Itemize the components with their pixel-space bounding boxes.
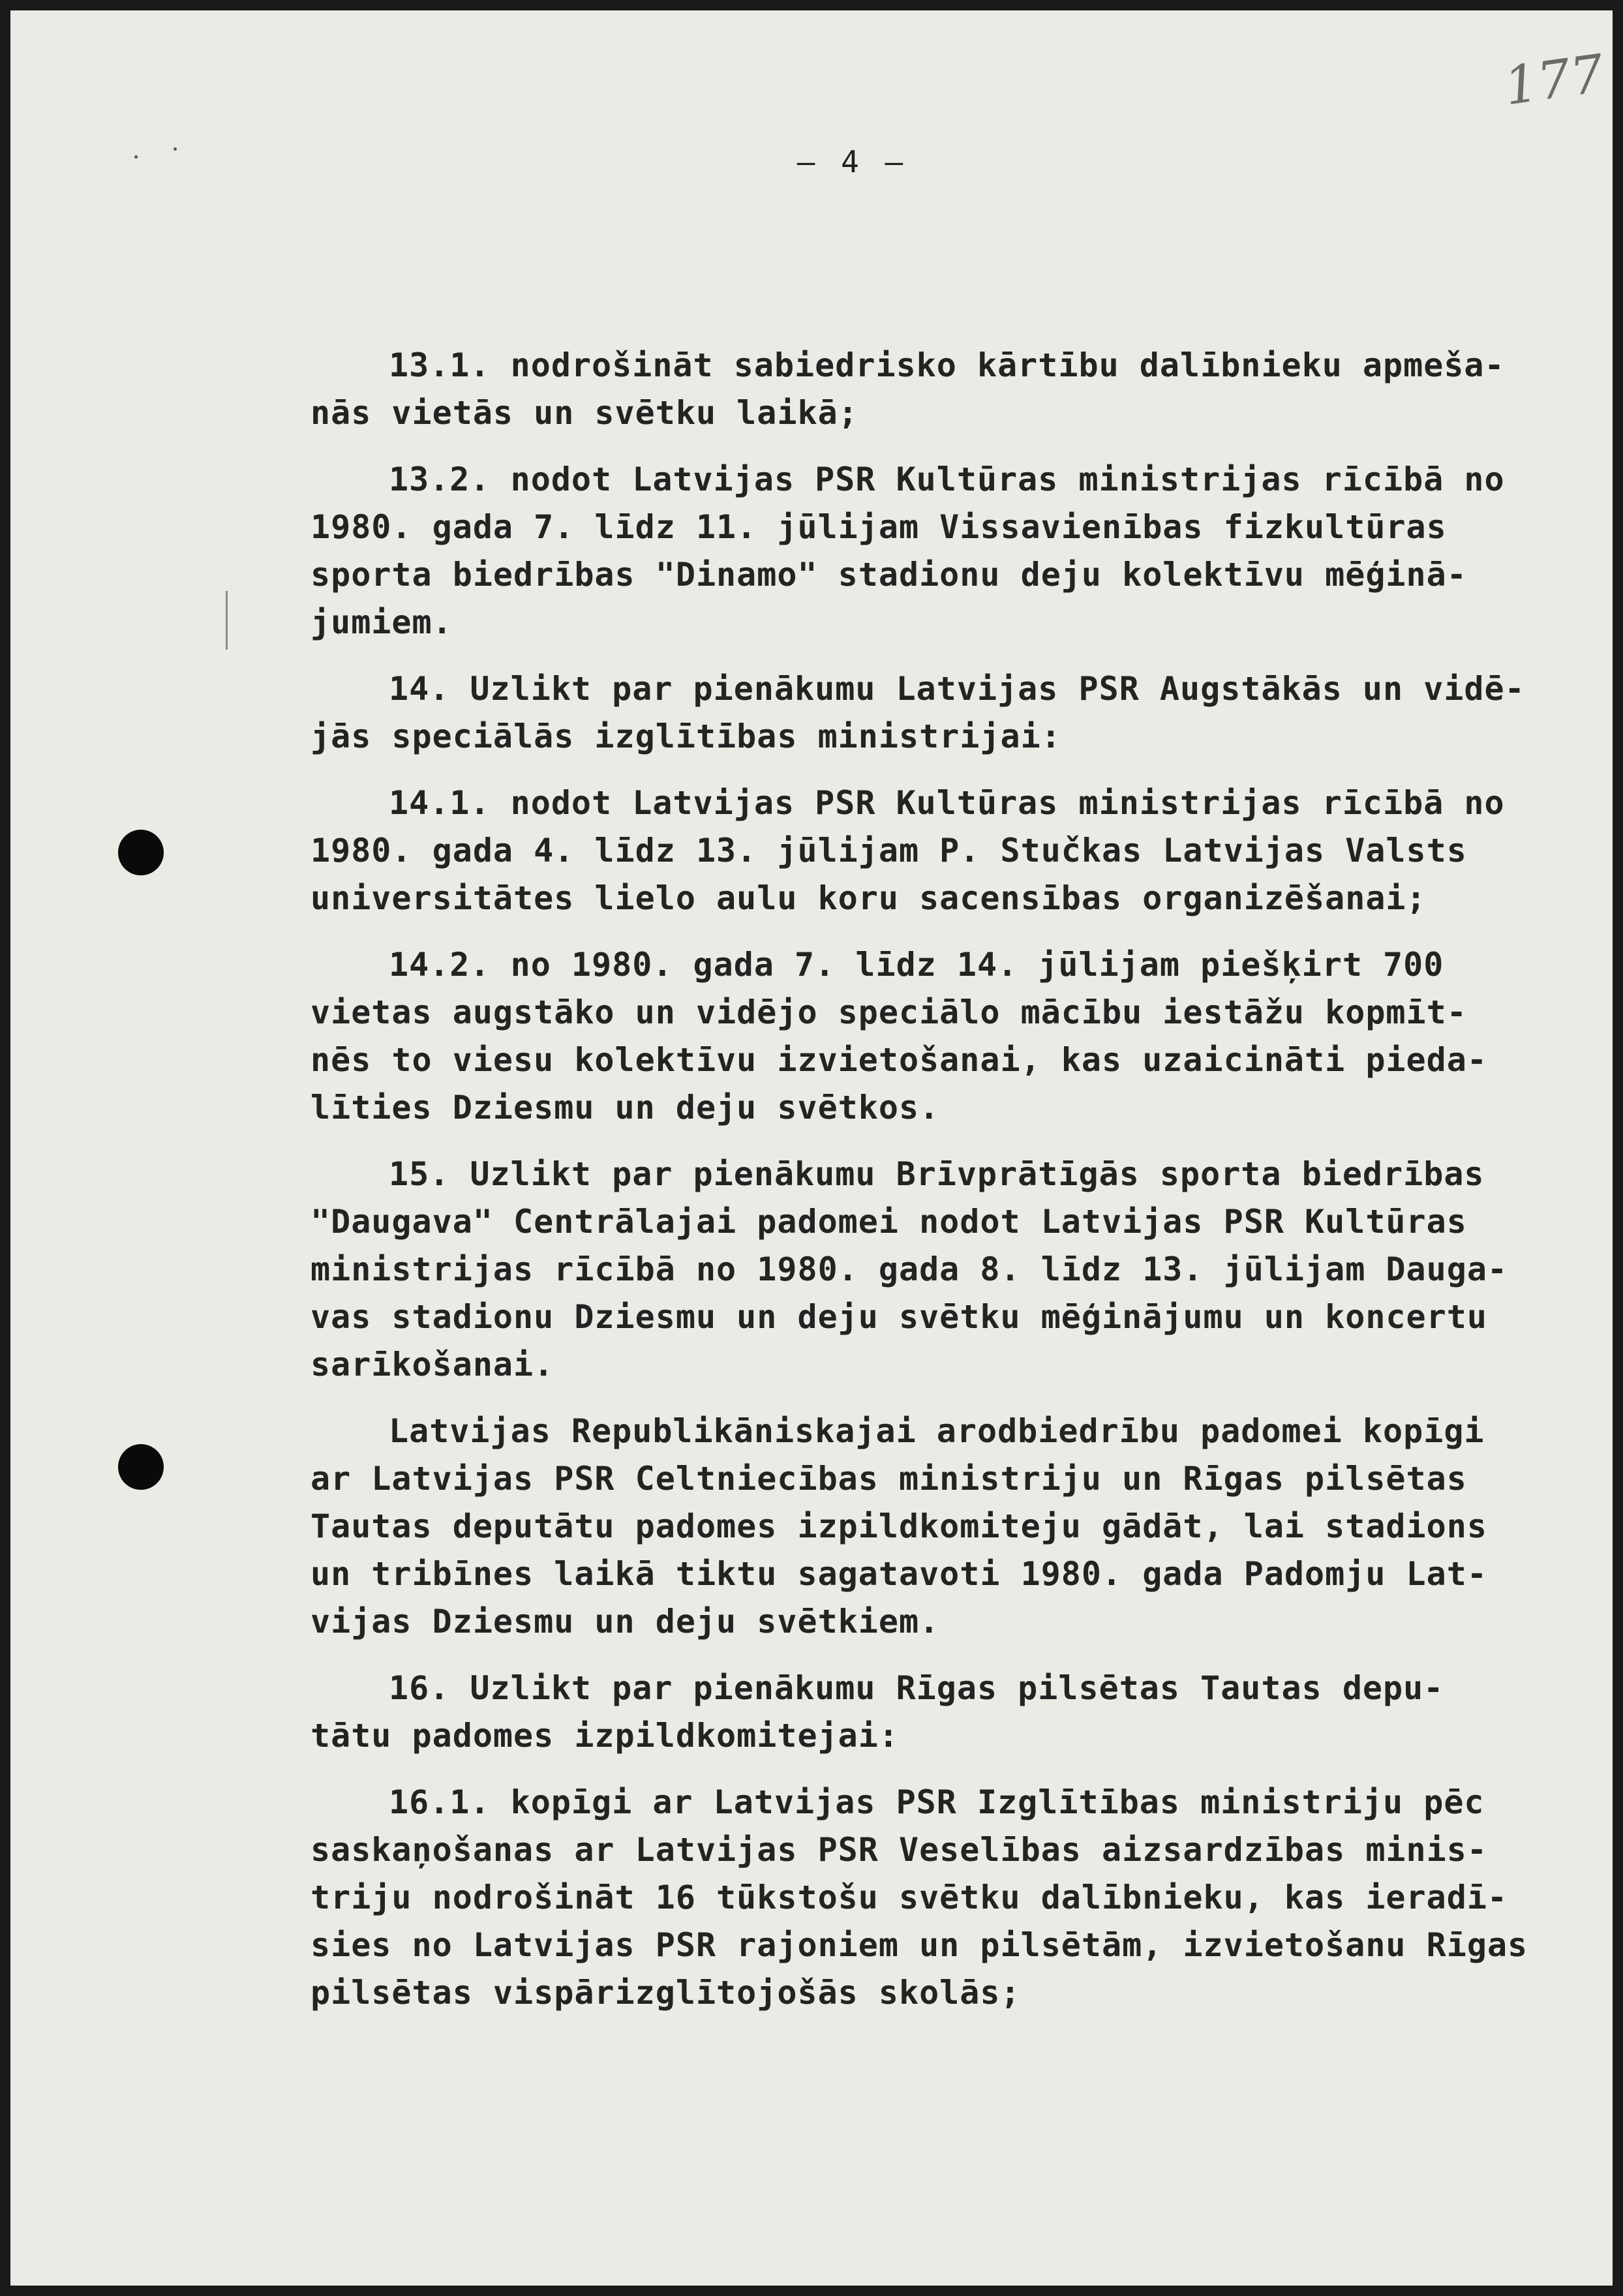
text-line: 14.1. nodot Latvijas PSR Kultūras ministrijas rīcībā no [389,784,1505,822]
text-line: saskaņošanas ar Latvijas PSR Veselības aizsardzības minis- [311,1831,1487,1869]
text-line: Latvijas Republikāniskajai arodbiedrību padomei kopīgi [389,1412,1485,1450]
text-line: vas stadionu Dziesmu un deju svētku mēģinājumu un koncertu [311,1298,1487,1336]
text-line: 1980. gada 7. līdz 11. jūlijam Vissavienības fizkultūras [311,508,1447,546]
text-line: 14.2. no 1980. gada 7. līdz 14. jūlijam piešķirt 700 [389,946,1444,984]
punch-hole [118,1444,164,1490]
text-line: tātu padomes izpildkomitejai: [311,1717,899,1755]
text-line: 13.2. nodot Latvijas PSR Kultūras ministrijas rīcībā no [389,461,1505,498]
text-line: 16.1. kopīgi ar Latvijas PSR Izglītības ministriju pēc [389,1783,1485,1821]
archive-folio-number: 177 [1500,42,1608,117]
text-line: 1980. gada 4. līdz 13. jūlijam P. Stučkas Latvijas Valsts [311,832,1467,869]
text-line: ministrijas rīcībā no 1980. gada 8. līdz 13. jūlijam Dauga- [311,1250,1508,1288]
text-line: vietas augstāko un vidējo speciālo mācību iestāžu kopmīt- [311,993,1467,1031]
text-line: vijas Dziesmu un deju svētkiem. [311,1603,940,1640]
text-line: nēs to viesu kolektīvu izvietošanai, kas uzaicināti pieda- [311,1041,1487,1079]
text-line: ar Latvijas PSR Celtniecības ministriju un Rīgas pilsētas [311,1460,1467,1498]
text-line: līties Dziesmu un deju svētkos. [311,1089,940,1126]
speck [134,155,138,159]
punch-hole [118,830,164,875]
text-line: nās vietās un svētku laikā; [311,394,858,432]
text-line: jumiem. [311,603,453,641]
text-line: Tautas deputātu padomes izpildkomiteju gādāt, lai stadions [311,1507,1487,1545]
text-line: triju nodrošināt 16 tūkstošu svētku dalībnieku, kas ieradī- [311,1879,1508,1916]
text-line: "Daugava" Centrālajai padomei nodot Latvijas PSR Kultūras [311,1203,1467,1241]
text-line: sies no Latvijas PSR rajoniem un pilsētām, izvietošanu Rīgas [311,1926,1528,1964]
text-line: 16. Uzlikt par pienākumu Rīgas pilsētas Tautas depu- [389,1669,1444,1707]
text-line: jās speciālās izglītības ministrijai: [311,718,1061,755]
text-line: 13.1. nodrošināt sabiedrisko kārtību dalībnieku apmeša- [389,346,1505,384]
margin-mark [226,591,228,650]
text-line: sarīkošanai. [311,1346,554,1383]
page-number: – 4 – [796,144,907,179]
text-line: 14. Uzlikt par pienākumu Latvijas PSR Augstākās un vidē- [389,670,1525,708]
text-line: 15. Uzlikt par pienākumu Brīvprātīgās sporta biedrības [389,1155,1485,1193]
text-line: un tribīnes laikā tiktu sagatavoti 1980. gada Padomju Lat- [311,1555,1487,1593]
text-line: pilsētas vispārizglītojošās skolās; [311,1974,1021,2012]
text-line: sporta biedrības "Dinamo" stadionu deju kolektīvu mēģinā- [311,556,1467,594]
text-line: universitātes lielo aulu koru sacensības organizēšanai; [311,879,1427,917]
document-page [10,10,1613,2286]
speck [174,147,177,151]
